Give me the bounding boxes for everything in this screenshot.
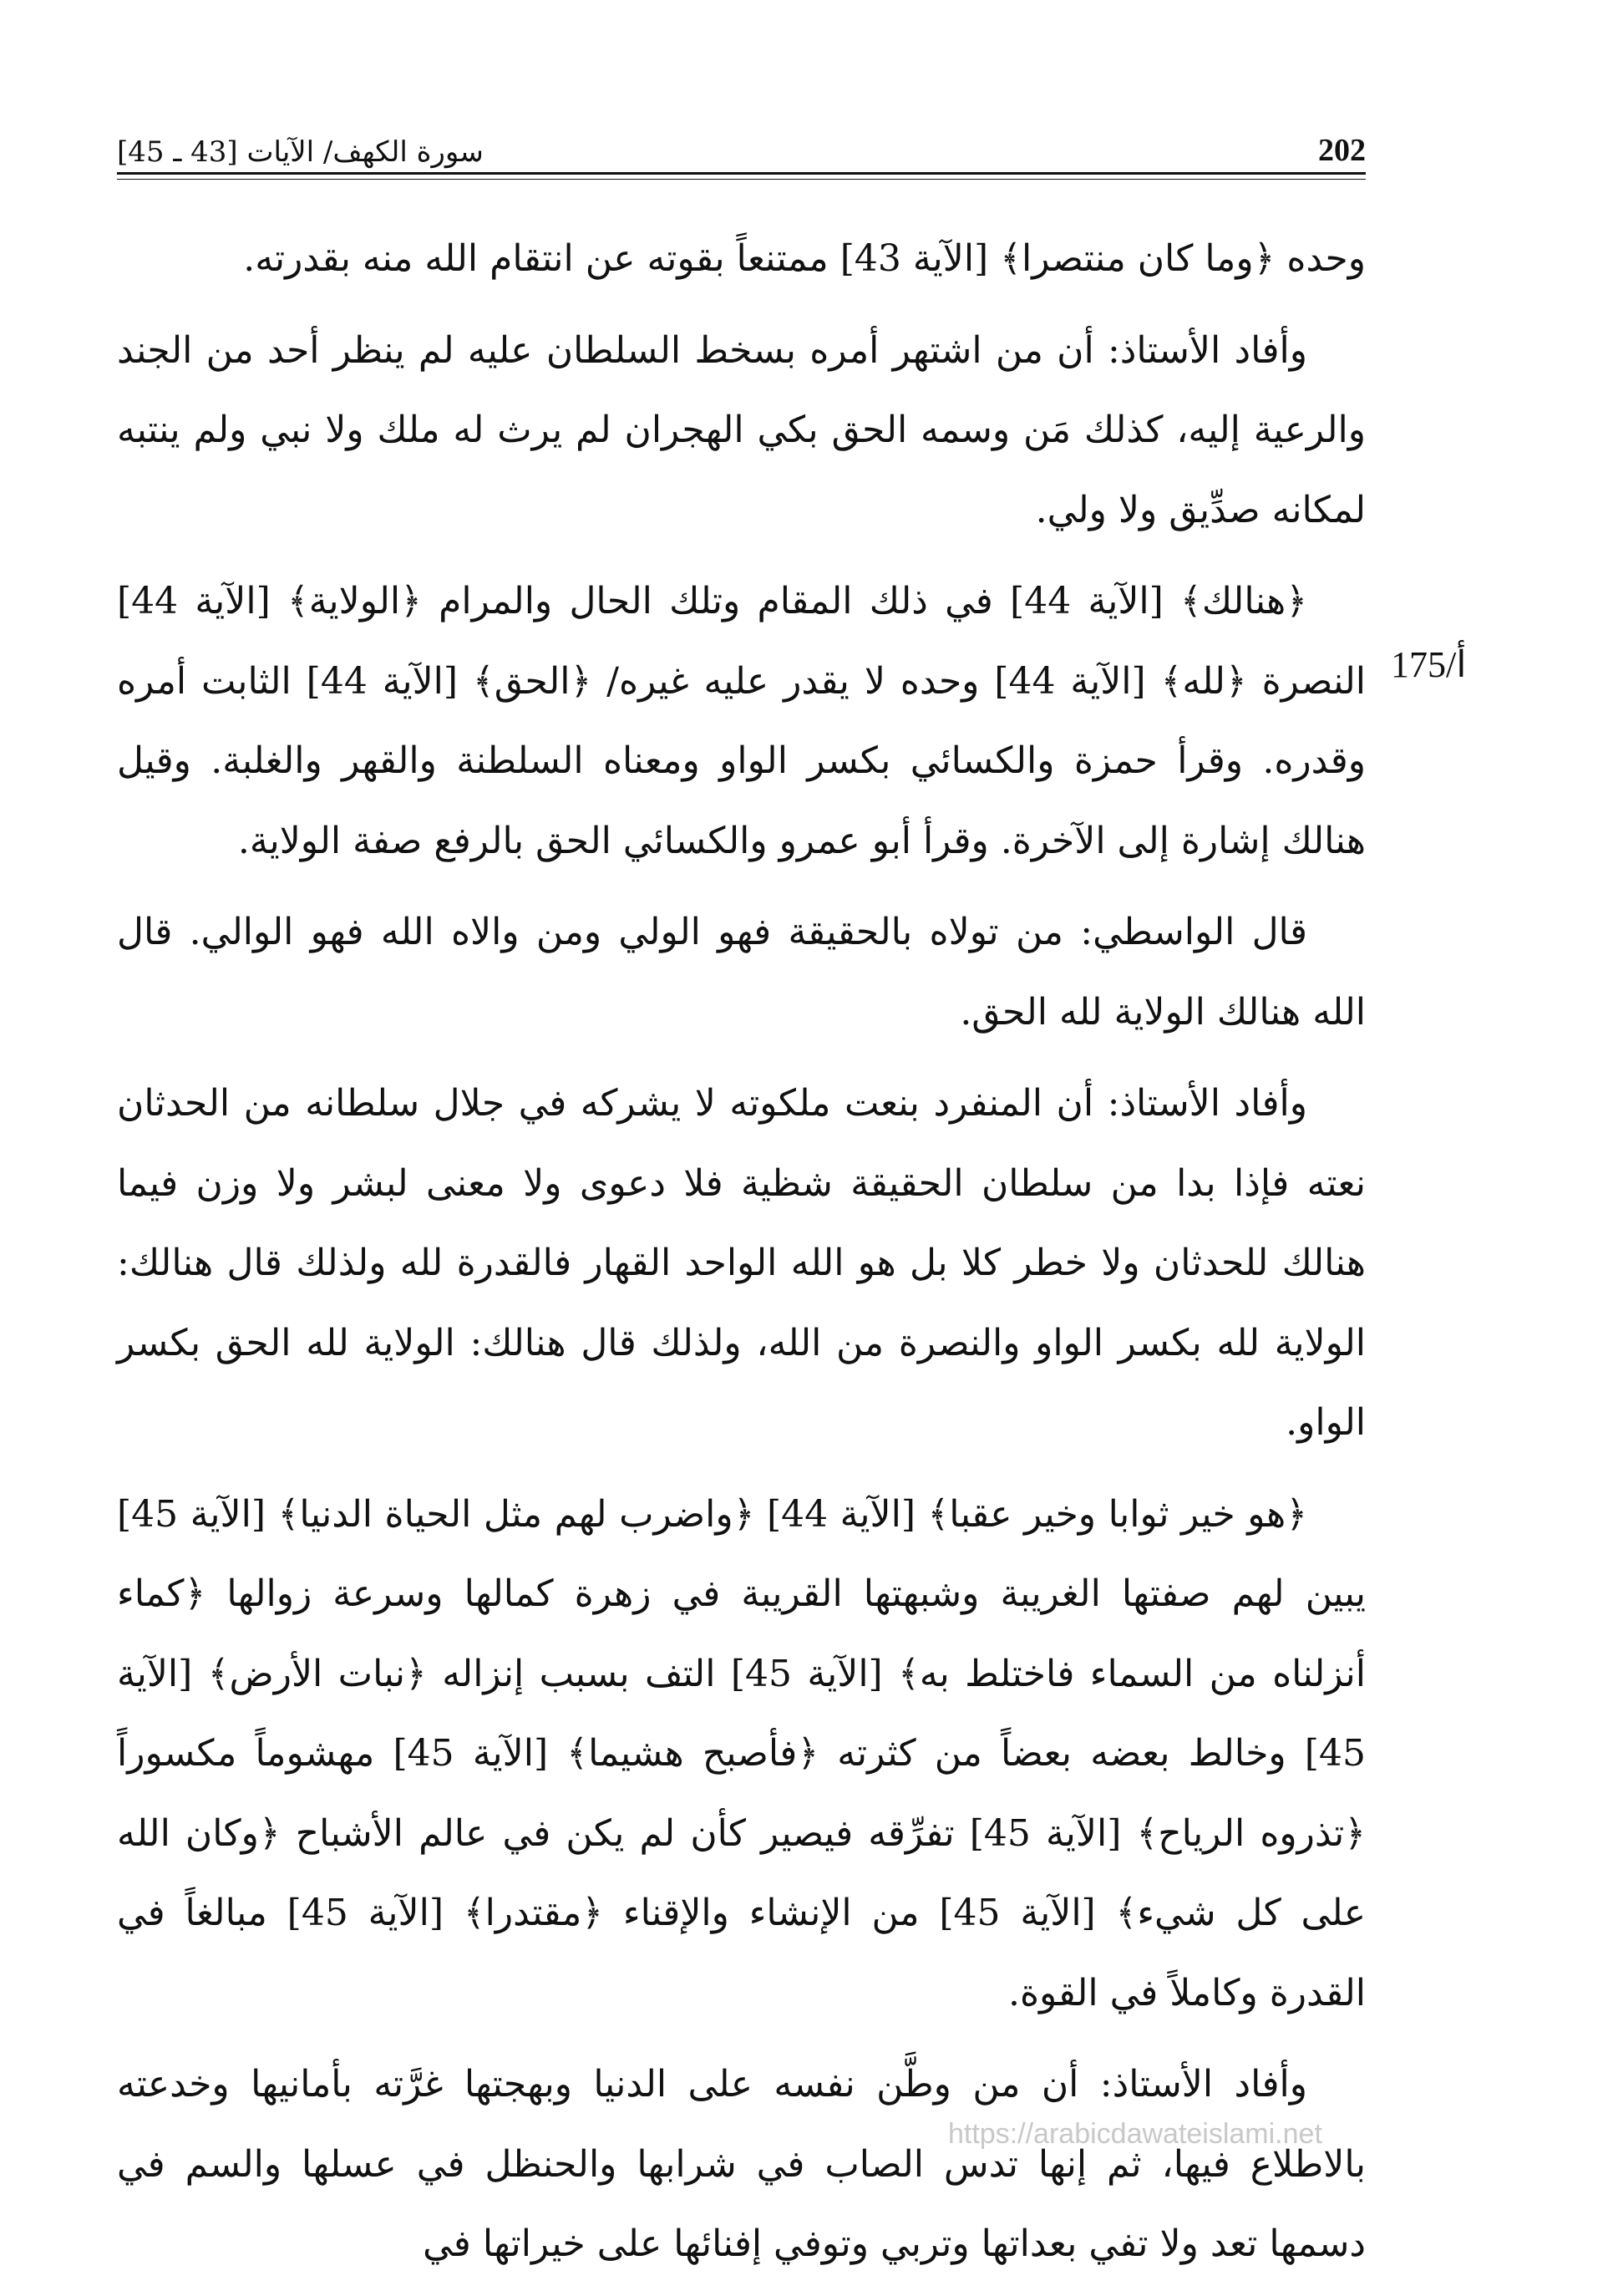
paragraph: وحده ﴿وما كان منتصرا﴾ [الآية 43] ممتنعاً بقوته عن انتقام الله منه بقدرته. bbox=[243, 237, 1366, 280]
paragraph: ﴿هنالك﴾ [الآية 44] في ذلك المقام وتلك الحال والمرام ﴿الولاية﴾ [الآية 44] النصرة ﴿لله﴾ [الآية 44] وحده لا يقدر عليه غيره/ ﴿الحق﴾ [الآية 44] الثابت أمره وقدره. وقرأ حمزة والكسائي بكسر الواو ومعناه السلطنة والقهر والغلبة. وقيل هنالك إشارة إلى الآخرة. وقرأ أبو عمرو والكسائي الحق بالرفع صفة الولاية. bbox=[117, 580, 1366, 862]
body-text bbox=[117, 219, 1366, 2296]
paragraph: وأفاد الأستاذ: أن من اشتهر أمره بسخط السلطان عليه لم ينظر أحد من الجند والرعية إليه، كذلك مَن وسمه الحق بكي الهجران لم يرث له ملك ولا نبي ولم ينتبه لمكانه صدِّيق ولا ولي. bbox=[117, 328, 1366, 531]
surah-verse-range: سورة الكهف/ الآيات [43 ـ 45] bbox=[117, 135, 484, 169]
paragraph: قال الواسطي: من تولاه بالحقيقة فهو الولي ومن والاه الله فهو الوالي. قال الله هنالك الولاية لله الحق. bbox=[117, 911, 1366, 1034]
watermark-url: https://arabicdawateislami.net bbox=[948, 2118, 1322, 2150]
manuscript-folio-note: 175/أ bbox=[1391, 644, 1467, 685]
paragraph: وأفاد الأستاذ: أن المنفرد بنعت ملكوته لا يشركه في جلال سلطانه من الحدثان نعته فإذا بدا من سلطان الحقيقة شظية فلا دعوى ولا معنى لبشر ولا وزن فيما هنالك للحدثان ولا خطر كلا بل هو الله الواحد القهار فالقدرة لله ولذلك قال هنالك: الولاية لله بكسر الواو والنصرة من الله، ولذلك قال هنالك: الولاية لله الحق بكسر الواو. bbox=[117, 1082, 1366, 1444]
page-number: 202 bbox=[1318, 133, 1366, 168]
running-header bbox=[117, 119, 1366, 169]
paragraph: وأفاد الأستاذ: أن من وطَّن نفسه على الدنيا وبهجتها غرَّته بأمانيها وخدعته بالاطلاع فيها، ثم إنها تدس الصاب في شرابها والحنظل في عسلها والسم في دسمها تعد ولا تفي بعداتها وتربي وتوفي إفنائها على خيراتها في bbox=[117, 2063, 1366, 2265]
header-rule-thick bbox=[117, 172, 1366, 175]
paragraph: ﴿هو خير ثوابا وخير عقبا﴾ [الآية 44] ﴿واضرب لهم مثل الحياة الدنيا﴾ [الآية 45] يبين لهم صفتها الغريبة وشبهتها القريبة في زهرة كمالها وسرعة زوالها ﴿كماء أنزلناه من السماء فاختلط به﴾ [الآية 45] التف بسبب إنزاله ﴿نبات الأرض﴾ [الآية 45] وخالط بعضه بعضاً من كثرته ﴿فأصبح هشيما﴾ [الآية 45] مهشوماً مكسوراً ﴿تذروه الرياح﴾ [الآية 45] تفرِّقه فيصير كأن لم يكن في عالم الأشباح ﴿وكان الله على كل شيء﴾ [الآية 45] من الإنشاء والإقناء ﴿مقتدرا﴾ [الآية 45] مبالغاً في القدرة وكاملاً في القوة. bbox=[117, 1492, 1366, 2014]
header-rule-thin bbox=[117, 179, 1366, 180]
